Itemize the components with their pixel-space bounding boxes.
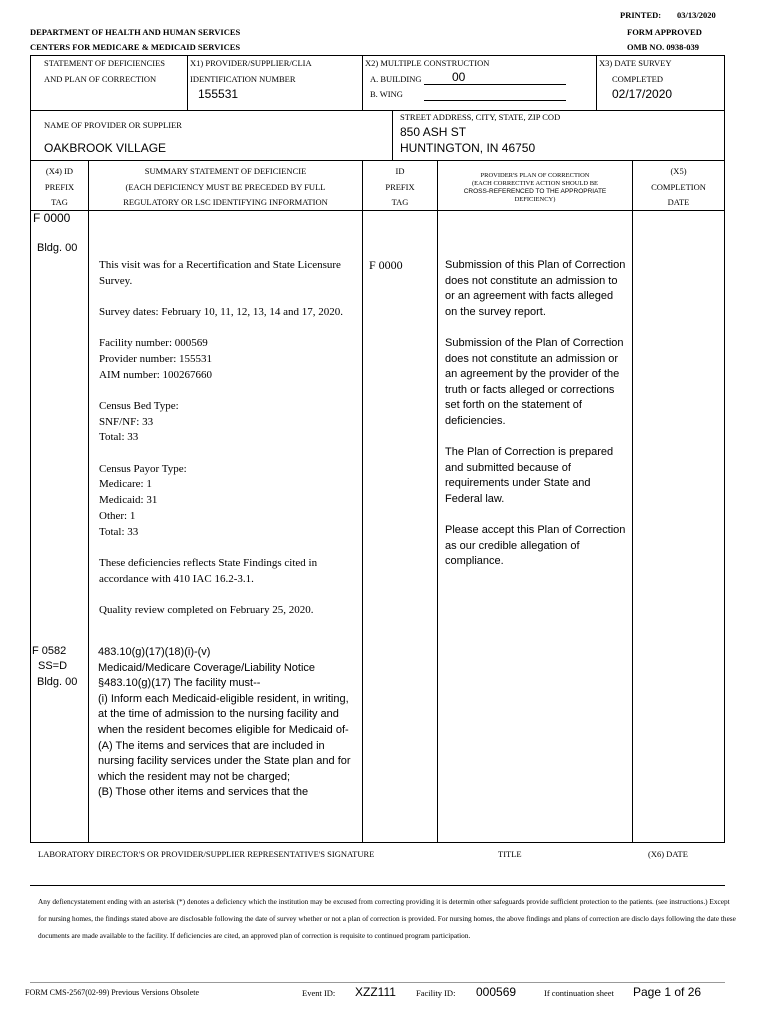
x5-header-3: DATE [667,197,690,207]
survey-date-value: 02/17/2020 [612,87,673,101]
address-line-2: HUNTINGTON, IN 46750 [400,141,536,155]
address-label: STREET ADDRESS, CITY, STATE, ZIP COD [400,112,561,122]
wing-underline [424,100,566,101]
date-label: (X6) DATE [648,849,688,859]
rule [88,160,89,843]
signature-label: LABORATORY DIRECTOR'S OR PROVIDER/SUPPLIER REPRESENTATIVE'S SIGNATURE [38,849,375,859]
plan-para: Submission of this Plan of Correction does not constitute an admission to or an agreement with facts alleged on the survey report. [445,259,626,318]
rule [437,160,438,843]
building-underline [424,84,566,85]
plan-text [445,258,627,585]
summary-header-1: SUMMARY STATEMENT OF DEFICIENCIE [144,166,307,176]
cms-name: CENTERS FOR MEDICARE & MEDICAID SERVICES [30,42,241,52]
provider-name: OAKBROOK VILLAGE [44,141,167,155]
rule [724,55,725,843]
department-name: DEPARTMENT OF HEALTH AND HUMAN SERVICES [30,27,241,37]
facility-id-label: Facility ID: [416,988,456,998]
statement-label-1: STATEMENT OF DEFICIENCIES [44,58,166,68]
form-number: FORM CMS-2567(02-99) Previous Versions Obsolete [25,988,200,997]
plan-header-2: (EACH CORRECTIVE ACTION SHOULD BE [471,180,599,187]
id-tag-f0000: F 0000 [369,258,403,272]
summary-para: This visit was for a Recertification and State Licensure Survey. [99,259,341,287]
date-survey-label: X3) DATE SURVEY [599,58,672,68]
summary-para: Census Payor Type: Medicare: 1 Medicaid: 31 Other: 1 Total: 33 [99,462,187,538]
building-tag: Bldg. 00 [37,242,78,254]
plan-para: Submission of the Plan of Correction does not constitute an admission or an agreement by the provider of the truth or facts alleged or corrections set forth on the statement of deficiencies. [445,336,624,427]
footnote: Any defiencystatement ending with an asterisk (*) denotes a deficiency which the institution may be excused from correcting providing it is determin other safeguards provide sufficient protection to the patients. (see instructions.) Except for nursing homes, the findings stated above are disclosable following the date of survey whether or not a plan of correction is provided. For nursing homes, the above findings and plans of correction are disclo days following the date these documents are made available to the facility. If deficiencies are cited, an approved plan of correction is requisite to continued program participation. [38,897,736,940]
id-header-1: ID [395,166,405,176]
x4-header-1: (X4) ID [45,166,74,176]
summary-para: Survey dates: February 10, 11, 12, 13, 14 and 17, 2020. [99,306,344,318]
id-header-2: PREFIX [385,182,415,192]
summary-text [99,258,361,634]
tag-f0582: F 0582 [32,645,67,657]
plan-header-1: PROVIDER'S PLAN OF CORRECTION [480,172,590,179]
event-id-label: Event ID: [302,988,336,998]
scope-severity: SS=D [38,660,68,672]
provider-id-label-2: IDENTIFICATION NUMBER [190,74,296,84]
summary-header-3: REGULATORY OR LSC IDENTIFYING INFORMATION [123,197,328,207]
building-tag: Bldg. 00 [37,676,78,688]
x5-header-1: (X5) [670,166,687,176]
building-label: A. BUILDING [370,74,422,84]
page-number: Page 1 of 26 [633,985,702,999]
summary-para: Census Bed Type: SNF/NF: 33 Total: 33 [99,400,179,444]
printed-date: 03/13/2020 [677,10,716,20]
rule [30,210,725,211]
provider-id-label-1: X1) PROVIDER/SUPPLIER/CLIA [190,58,312,68]
rule [30,55,725,56]
plan-para: Please accept this Plan of Correction as our credible allegation of compliance. [445,524,626,568]
rule [392,110,393,160]
form-approved: FORM APPROVED [627,27,702,37]
summary-para: Quality review completed on February 25, 2020. [99,603,314,616]
f0582-text: 483.10(g)(17)(18)(i)-(v) Medicaid/Medicare Coverage/Liability Notice §483.10(g)(17) The facility must-- (i) Inform each Medicaid-eligible resident, in writing, at the time of admission to the nursing facility and when the resident becomes eligible for Medicaid of- (A) The items and services that are included in nursing facility services under the State plan and for which the resident may not be charged; (B) Those other items and services that the [98,646,351,799]
provider-id-value: 155531 [198,87,239,101]
rule [30,160,725,161]
statement-label-2: AND PLAN OF CORRECTION [44,74,157,84]
x4-header-3: TAG [51,197,68,207]
rule [30,110,725,111]
summary-para: These deficiencies reflects State Findings cited in accordance with 410 IAC 16.2-3.1. [99,556,318,585]
rule [30,842,725,843]
printed-label: PRINTED: [620,10,662,20]
rule [30,982,725,983]
plan-header-4: DEFICIENCY) [514,196,556,203]
facility-id-value: 000569 [476,985,517,999]
title-label: TITLE [498,849,522,859]
wing-label: B. WING [370,89,403,99]
continuation-label: If continuation sheet [544,988,614,998]
rule [362,55,363,110]
x4-header-2: PREFIX [44,182,75,192]
provider-name-label: NAME OF PROVIDER OR SUPPLIER [44,120,182,130]
id-header-3: TAG [391,197,409,207]
multiple-construction-label: X2) MULTIPLE CONSTRUCTION [365,58,490,68]
event-id-value: XZZ111 [355,985,396,999]
rule [30,885,725,886]
address-line-1: 850 ASH ST [400,125,467,139]
completed-label: COMPLETED [612,74,663,84]
plan-para: The Plan of Correction is prepared and submitted because of requirements under State and Federal law. [445,446,614,505]
omb-number: OMB NO. 0938-039 [627,42,700,52]
rule [596,55,597,110]
building-value: 00 [452,70,466,84]
x5-header-2: COMPLETION [651,182,706,192]
tag-f0000: F 0000 [33,211,71,225]
summary-header-2: (EACH DEFICIENCY MUST BE PRECEDED BY FULL [125,182,326,192]
rule [632,160,633,843]
rule [362,160,363,843]
summary-para: Facility number: 000569 Provider number: 155531 AIM number: 100267660 [99,337,213,381]
plan-header-3: CROSS-REFERENCED TO THE APPROPRIATE [463,188,607,195]
rule [187,55,188,110]
